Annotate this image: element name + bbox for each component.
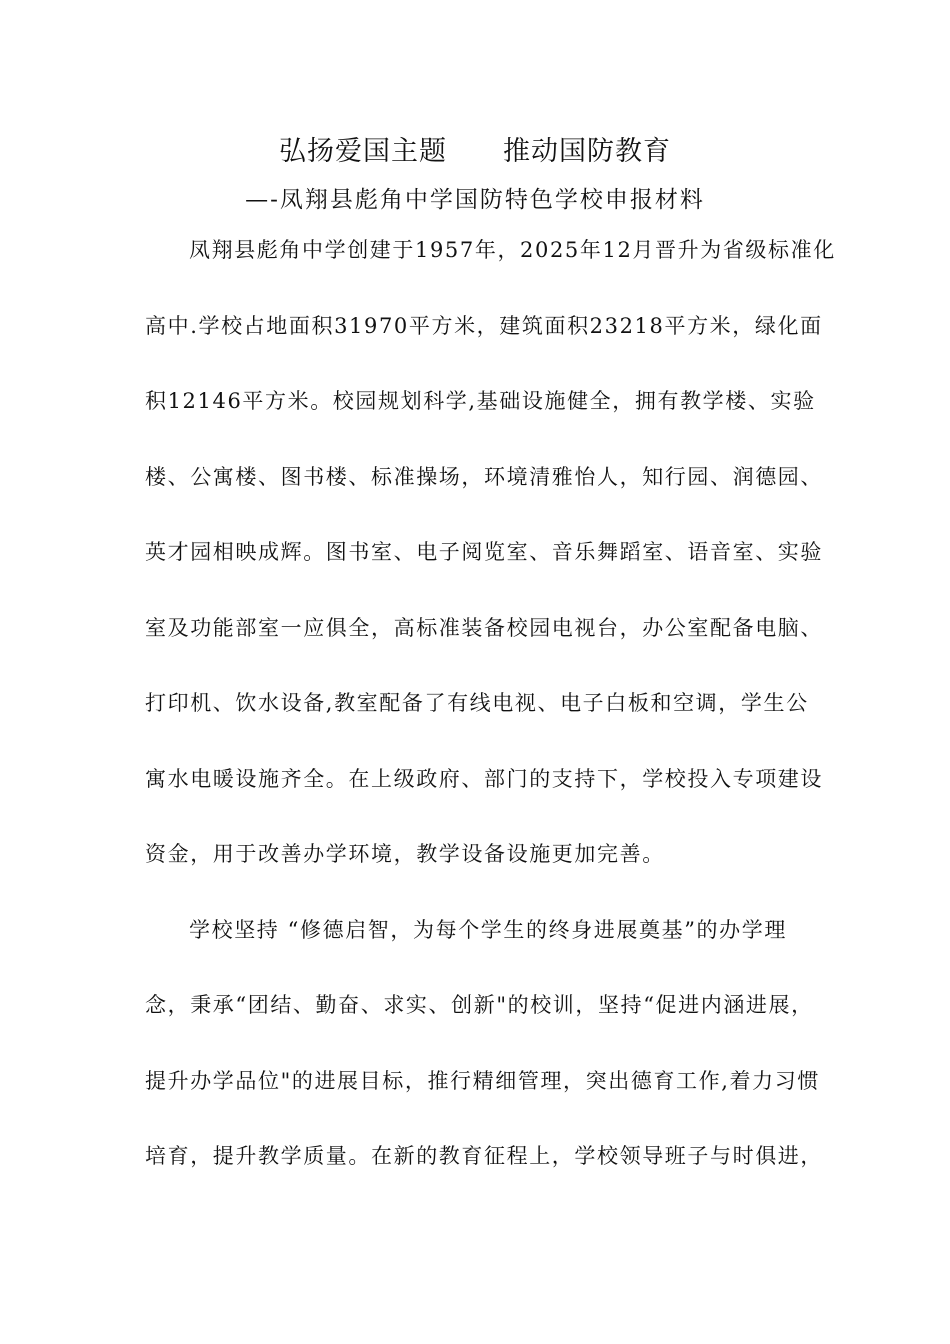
document-body — [145, 226, 845, 1208]
paragraph-line: 学校坚持 “修德启智，为每个学生的终身进展奠基”的办学理 — [189, 917, 787, 942]
paragraph-line: 高中.学校占地面积31970平方米，建筑面积23218平方米，绿化面 — [145, 313, 823, 338]
paragraph-line: 培育，提升教学质量。在新的教育征程上，学校领导班子与时俱进， — [145, 1144, 823, 1168]
document-subtitle: —-凤翔县彪角中学国防特色学校申报材料 — [245, 187, 705, 213]
paragraph-line: 提升办学品位"的进展目标，推行精细管理，突出德育工作,着力习惯 — [145, 1068, 820, 1093]
paragraph-line: 凤翔县彪角中学创建于1957年，2025年12月晋升为省级标准化 — [189, 238, 836, 262]
paragraph-line: 寓水电暖设施齐全。在上级政府、部门的支持下，学校投入专项建设 — [145, 766, 823, 791]
paragraph-line: 楼、公寓楼、图书楼、标准操场，环境清雅怡人，知行园、润德园、 — [145, 464, 823, 489]
paragraph-line: 念，秉承“团结、勤奋、求实、创新"的校训，坚持“促进内涵进展， — [145, 993, 814, 1017]
paragraph-line: 英才园相映成辉。图书室、电子阅览室、音乐舞蹈室、语音室、实验 — [145, 540, 823, 564]
paragraph-line: 室及功能部室一应俱全，高标准装备校园电视台，办公室配备电脑、 — [145, 615, 823, 640]
paragraph-line: 资金，用于改善办学环境，教学设备设施更加完善。 — [145, 842, 665, 866]
paragraph-line: 打印机、饮水设备,教室配备了有线电视、电子白板和空调，学生公 — [145, 691, 809, 715]
document-title: 弘扬爱国主题 推动国防教育 — [279, 136, 671, 167]
paragraph-line: 积12146平方米。校园规划科学,基础设施健全，拥有教学楼、实验 — [145, 389, 816, 413]
